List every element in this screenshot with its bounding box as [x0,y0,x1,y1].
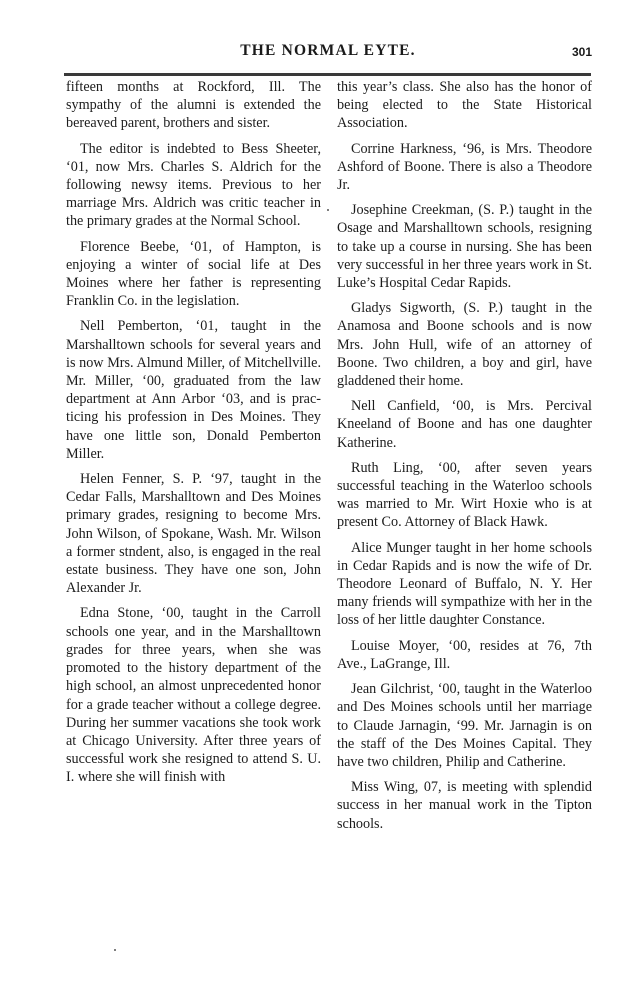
paragraph-ruth-ling: Ruth Ling, ‘00, after seven years successful teaching in the Waterloo schools was married to Mr. Wirt Hoxie who is at present Co. Attorney of Black Hawk. [337,459,592,531]
article-body [66,78,592,840]
paragraph-rockford-continuation: fifteen months at Rockford, Ill. The sympathy of the alumni is extended the bereaved parent, brothers and sister. [66,79,321,132]
paragraph-jean-gilchrist: Jean Gilchrist, ‘00, taught in the Waterloo and Des Moines schools until her marriage to Claude Jarnagin, ‘99. Mr. Jarnagin is on the staff of the Des Moines Capital. They have two children, Philip and Catherine. [337,681,592,770]
header-rule [64,73,591,76]
page-header [64,40,592,70]
paragraph-gladys-sigworth: Gladys Sigworth, (S. P.) taught in the Anamosa and Boone schools and is now Mrs. John Hull, wife of an attorney of Boone. Two children, a boy and girl, have gladdened their home. [337,300,592,390]
paragraph-nell-canfield: Nell Canfield, ‘00, is Mrs. Percival Kneeland of Boone and has one daughter Katherine. [337,398,592,451]
paragraph-louise-moyer: Louise Moyer, ‘00, resides at 76, 7th Ave., LaGrange, Ill. [337,637,592,672]
paragraph-miss-wing: Miss Wing, 07, is meeting with splendid success in her manual work in the Tipton schools. [337,779,592,832]
paragraph-corrine-harkness: Corrine Harkness, ‘96, is Mrs. Theodore Ashford of Boone. There is also a Theodore Jr. [337,140,592,194]
left-column [66,78,321,840]
page-number: 301 [571,45,592,59]
paragraph-edna-stone-continuation: this year’s class. She also has the honor of being elected to the State Historical Association. [337,79,592,132]
paragraph-nell-pemberton: Nell Pemberton, ‘01, taught in the Marshalltown schools for several years and is now Mrs. Almund Miller, of Mitchellville. Mr. Miller, ‘00, graduated from the law department at Ann Arbor ‘03, and is practicing his profession in Des Moines. They have one little son, Donald Pemberton Miller. [66,318,321,462]
paragraph-helen-fenner: Helen Fenner, S. P. ‘97, taught in the Cedar Falls, Marshalltown and Des Moines primary grades, resigning to become Mrs. John Wilson, of Spokane, Wash. Mr. Wilson a former stndent, also, is engaged in the real estate business. They have one son, John Alexander Jr. [66,471,321,597]
running-title: THE NORMAL EYTE. [240,42,416,59]
paragraph-josephine-creekman: Josephine Creekman, (S. P.) taught in the Osage and Marshalltown schools, resigning to take up a course in nursing. She has been very successful in her three years work in St. Luke’s Hospital Cedar Rapids. [337,202,592,292]
paragraph-florence-beebe: Florence Beebe, ‘01, of Hampton, is enjoying a winter of social life at Des Moines where her father is representing Franklin Co. in the legislation. [66,238,321,310]
print-speck [327,209,329,211]
paragraph-editor-note: The editor is indebted to Bess Sheeter, ‘01, now Mrs. Charles S. Aldrich for the following newsy items. Previous to her marriage Mrs. Aldrich was critic teacher in the primary grades at the Normal School. [66,140,321,230]
print-speck [114,949,116,951]
paragraph-alice-munger: Alice Munger taught in her home schools in Cedar Rapids and is now the wife of Dr. Theodore Leonard of Buffalo, N. Y. Her many friends will sympathize with her in the loss of her little daughter Constance. [337,539,592,629]
paragraph-edna-stone: Edna Stone, ‘00, taught in the Carroll schools one year, and in the Marshalltown grades for three years, when she was promoted to the history department of the high school, an almost unprecedented honor for a grade teacher without a college degree. During her summer vacations she took work at Chicago University. After three years of successful work she resigned to attend S. U. I. where she will finish with [66,605,321,786]
right-column [337,78,592,840]
